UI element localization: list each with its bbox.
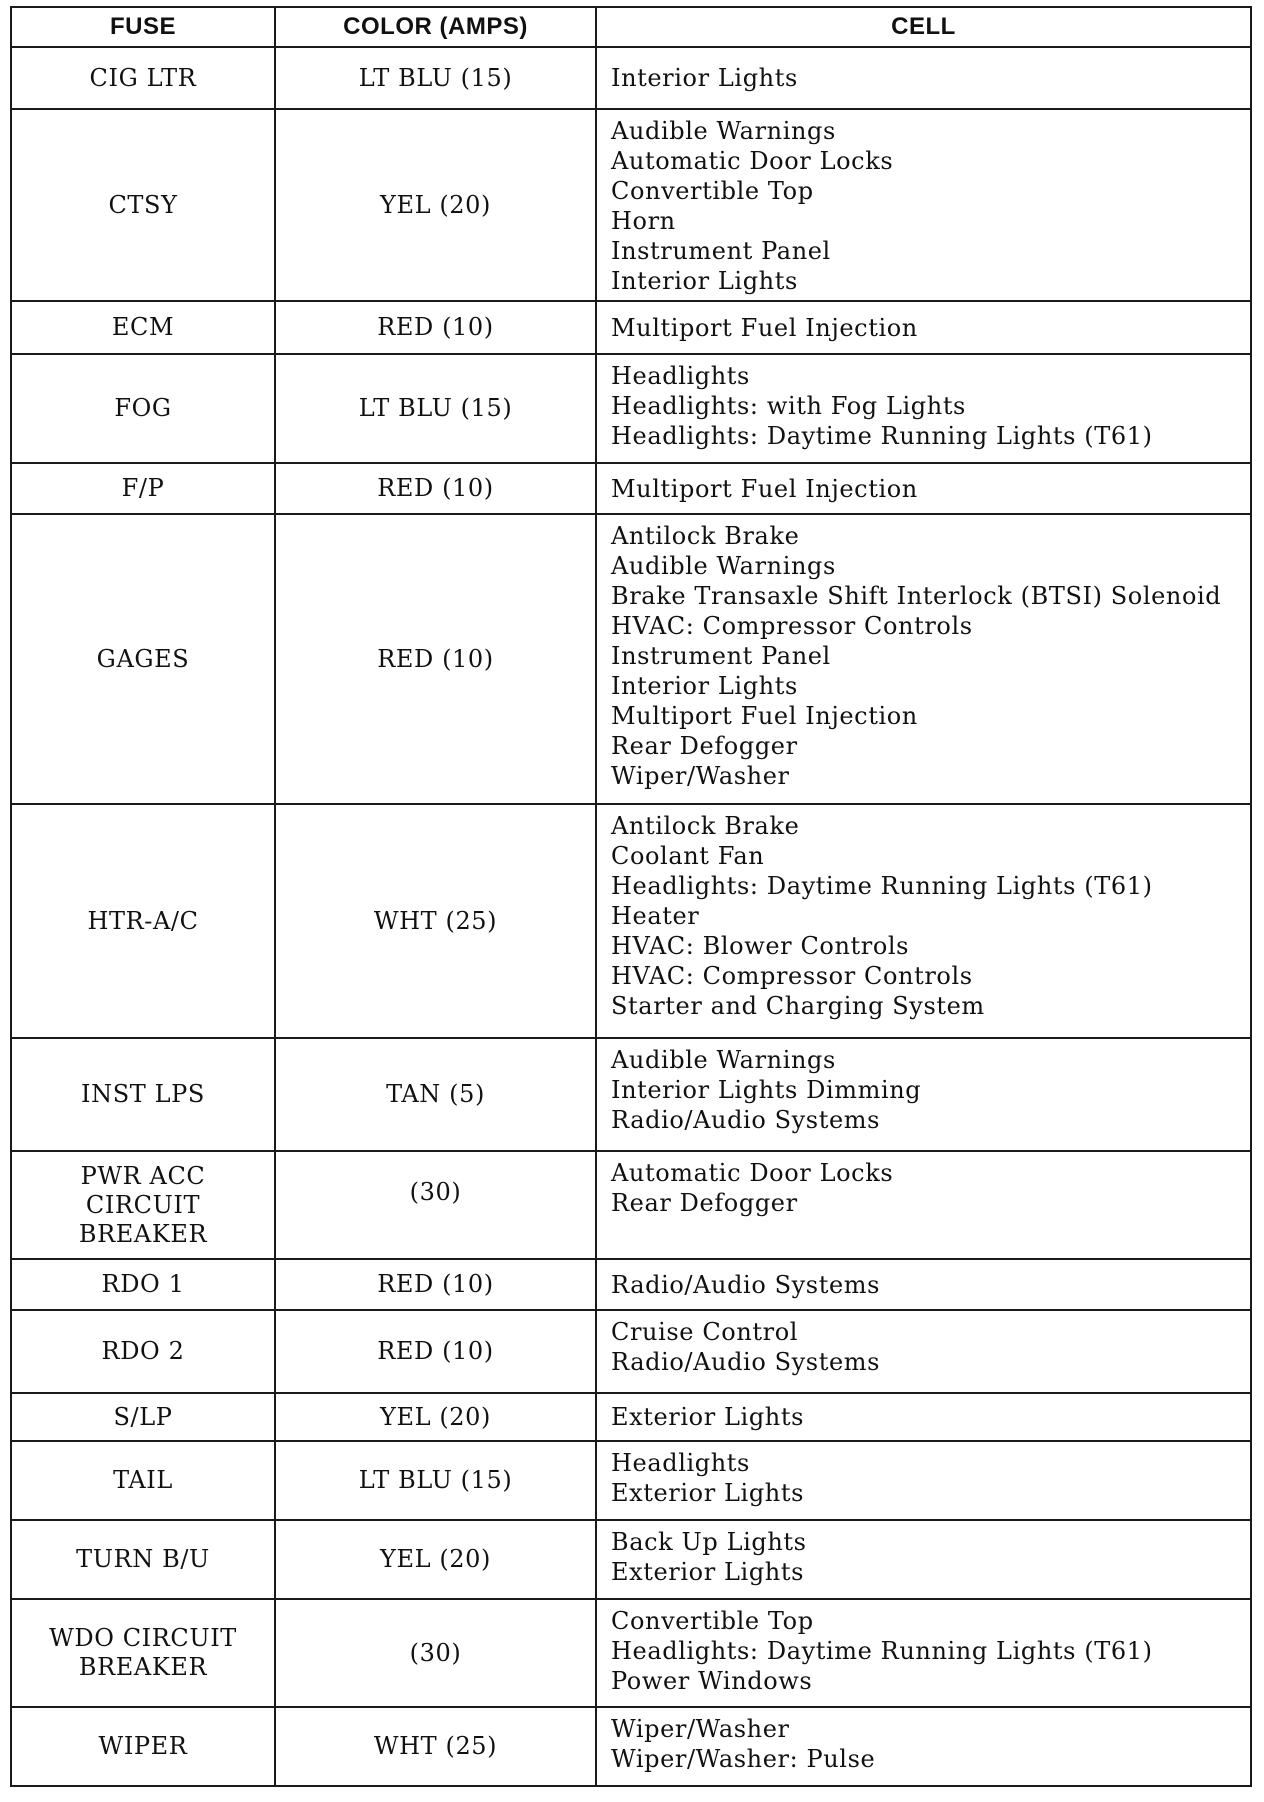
cell-item: Multiport Fuel Injection bbox=[611, 474, 918, 503]
cell-item: Automatic Door Locks bbox=[611, 147, 894, 175]
cell-item: HVAC: Compressor Controls bbox=[611, 962, 973, 990]
table-row bbox=[11, 1599, 1251, 1707]
fuse-name: GAGES bbox=[11, 514, 275, 804]
cell-item: Antilock Brake bbox=[611, 812, 800, 840]
cell-item: Headlights bbox=[611, 362, 750, 390]
cell-item: Radio/Audio Systems bbox=[611, 1106, 881, 1134]
fuse-table bbox=[10, 6, 1252, 1787]
fuse-color-amps: RED (10) bbox=[275, 463, 596, 514]
cell-item: Multiport Fuel Injection bbox=[611, 313, 918, 342]
cell-item: HVAC: Compressor Controls bbox=[611, 612, 973, 640]
fuse-cells bbox=[596, 1038, 1251, 1151]
fuse-color-amps: YEL (20) bbox=[275, 109, 596, 301]
table-row bbox=[11, 301, 1251, 354]
cell-item: HVAC: Blower Controls bbox=[611, 932, 910, 960]
cell-item: Convertible Top bbox=[611, 177, 814, 205]
fuse-cells bbox=[596, 1520, 1251, 1599]
table-row bbox=[11, 1707, 1251, 1786]
cell-item: Convertible Top bbox=[611, 1607, 814, 1635]
fuse-cells bbox=[596, 514, 1251, 804]
cell-item: Back Up Lights bbox=[611, 1528, 807, 1556]
fuse-color-amps: WHT (25) bbox=[275, 804, 596, 1038]
fuse-name: PWR ACC CIRCUIT BREAKER bbox=[11, 1151, 275, 1259]
cell-item: Instrument Panel bbox=[611, 642, 831, 670]
table-row bbox=[11, 804, 1251, 1038]
cell-item: Headlights: Daytime Running Lights (T61) bbox=[611, 422, 1153, 450]
cell-item: Rear Defogger bbox=[611, 732, 798, 760]
fuse-name: WIPER bbox=[11, 1707, 275, 1786]
header-row bbox=[11, 7, 1251, 47]
fuse-color-amps: RED (10) bbox=[275, 1259, 596, 1310]
fuse-color-amps: (30) bbox=[275, 1599, 596, 1707]
table-row bbox=[11, 47, 1251, 109]
cell-item: Interior Lights bbox=[611, 64, 798, 92]
fuse-name: WDO CIRCUIT BREAKER bbox=[11, 1599, 275, 1707]
cell-item: Coolant Fan bbox=[611, 842, 765, 870]
cell-item: Audible Warnings bbox=[611, 117, 836, 145]
cell-item: Wiper/Washer bbox=[611, 762, 790, 790]
cell-item: Radio/Audio Systems bbox=[611, 1348, 881, 1376]
table-row bbox=[11, 1441, 1251, 1520]
fuse-cells bbox=[596, 1151, 1251, 1259]
table-row bbox=[11, 514, 1251, 804]
table-row bbox=[11, 1393, 1251, 1441]
fuse-color-amps: RED (10) bbox=[275, 514, 596, 804]
cell-item: Headlights: Daytime Running Lights (T61) bbox=[611, 1637, 1153, 1665]
fuse-cells bbox=[596, 1259, 1251, 1310]
table-row bbox=[11, 109, 1251, 301]
fuse-color-amps: YEL (20) bbox=[275, 1520, 596, 1599]
fuse-color-amps: TAN (5) bbox=[275, 1038, 596, 1151]
cell-item: Interior Lights Dimming bbox=[611, 1076, 922, 1104]
cell-item: Exterior Lights bbox=[611, 1558, 804, 1586]
fuse-color-amps: LT BLU (15) bbox=[275, 354, 596, 463]
fuse-cells bbox=[596, 1310, 1251, 1393]
fuse-color-amps: (30) bbox=[275, 1151, 596, 1259]
fuse-cells bbox=[596, 47, 1251, 109]
fuse-cells bbox=[596, 1707, 1251, 1786]
fuse-color-amps: WHT (25) bbox=[275, 1707, 596, 1786]
fuse-cells bbox=[596, 301, 1251, 354]
cell-item: Horn bbox=[611, 207, 676, 235]
fuse-cells bbox=[596, 1441, 1251, 1520]
table-row bbox=[11, 1310, 1251, 1393]
fuse-cells bbox=[596, 354, 1251, 463]
fuse-name: CIG LTR bbox=[11, 47, 275, 109]
table-row bbox=[11, 1151, 1251, 1259]
cell-item: Rear Defogger bbox=[611, 1189, 798, 1217]
table-row bbox=[11, 1259, 1251, 1310]
fuse-name: RDO 2 bbox=[11, 1310, 275, 1393]
fuse-cells bbox=[596, 109, 1251, 301]
fuse-color-amps: LT BLU (15) bbox=[275, 47, 596, 109]
fuse-name: HTR-A/C bbox=[11, 804, 275, 1038]
fuse-name: INST LPS bbox=[11, 1038, 275, 1151]
fuse-color-amps: LT BLU (15) bbox=[275, 1441, 596, 1520]
cell-item: Automatic Door Locks bbox=[611, 1159, 894, 1187]
table-row bbox=[11, 1038, 1251, 1151]
cell-item: Wiper/Washer: Pulse bbox=[611, 1745, 876, 1773]
fuse-cells bbox=[596, 463, 1251, 514]
cell-item: Interior Lights bbox=[611, 672, 798, 700]
fuse-cells bbox=[596, 1393, 1251, 1441]
cell-item: Audible Warnings bbox=[611, 1046, 836, 1074]
cell-item: Wiper/Washer bbox=[611, 1715, 790, 1743]
cell-item: Radio/Audio Systems bbox=[611, 1270, 881, 1299]
fuse-name: CTSY bbox=[11, 109, 275, 301]
cell-item: Headlights bbox=[611, 1449, 750, 1477]
cell-item: Exterior Lights bbox=[611, 1403, 804, 1431]
cell-item: Instrument Panel bbox=[611, 237, 831, 265]
cell-item: Brake Transaxle Shift Interlock (BTSI) Solenoid bbox=[611, 582, 1222, 610]
fuse-name: TAIL bbox=[11, 1441, 275, 1520]
header-fuse: FUSE bbox=[11, 7, 275, 47]
fuse-cells bbox=[596, 1599, 1251, 1707]
cell-item: Cruise Control bbox=[611, 1318, 799, 1346]
fuse-color-amps: YEL (20) bbox=[275, 1393, 596, 1441]
cell-item: Starter and Charging System bbox=[611, 992, 985, 1020]
cell-item: Interior Lights bbox=[611, 267, 798, 295]
fuse-name: F/P bbox=[11, 463, 275, 514]
table-row bbox=[11, 1520, 1251, 1599]
fuse-name: ECM bbox=[11, 301, 275, 354]
fuse-color-amps: RED (10) bbox=[275, 1310, 596, 1393]
cell-item: Headlights: with Fog Lights bbox=[611, 392, 966, 420]
table-row bbox=[11, 463, 1251, 514]
fuse-color-amps: RED (10) bbox=[275, 301, 596, 354]
fuse-name: S/LP bbox=[11, 1393, 275, 1441]
header-color-amps: COLOR (AMPS) bbox=[275, 7, 596, 47]
fuse-name: RDO 1 bbox=[11, 1259, 275, 1310]
cell-item: Power Windows bbox=[611, 1667, 813, 1695]
cell-item: Exterior Lights bbox=[611, 1479, 804, 1507]
cell-item: Audible Warnings bbox=[611, 552, 836, 580]
header-cell: CELL bbox=[596, 7, 1251, 47]
cell-item: Antilock Brake bbox=[611, 522, 800, 550]
cell-item: Multiport Fuel Injection bbox=[611, 702, 918, 730]
table-row bbox=[11, 354, 1251, 463]
fuse-name: FOG bbox=[11, 354, 275, 463]
fuse-cells bbox=[596, 804, 1251, 1038]
cell-item: Headlights: Daytime Running Lights (T61) bbox=[611, 872, 1153, 900]
cell-item: Heater bbox=[611, 902, 700, 930]
fuse-name: TURN B/U bbox=[11, 1520, 275, 1599]
